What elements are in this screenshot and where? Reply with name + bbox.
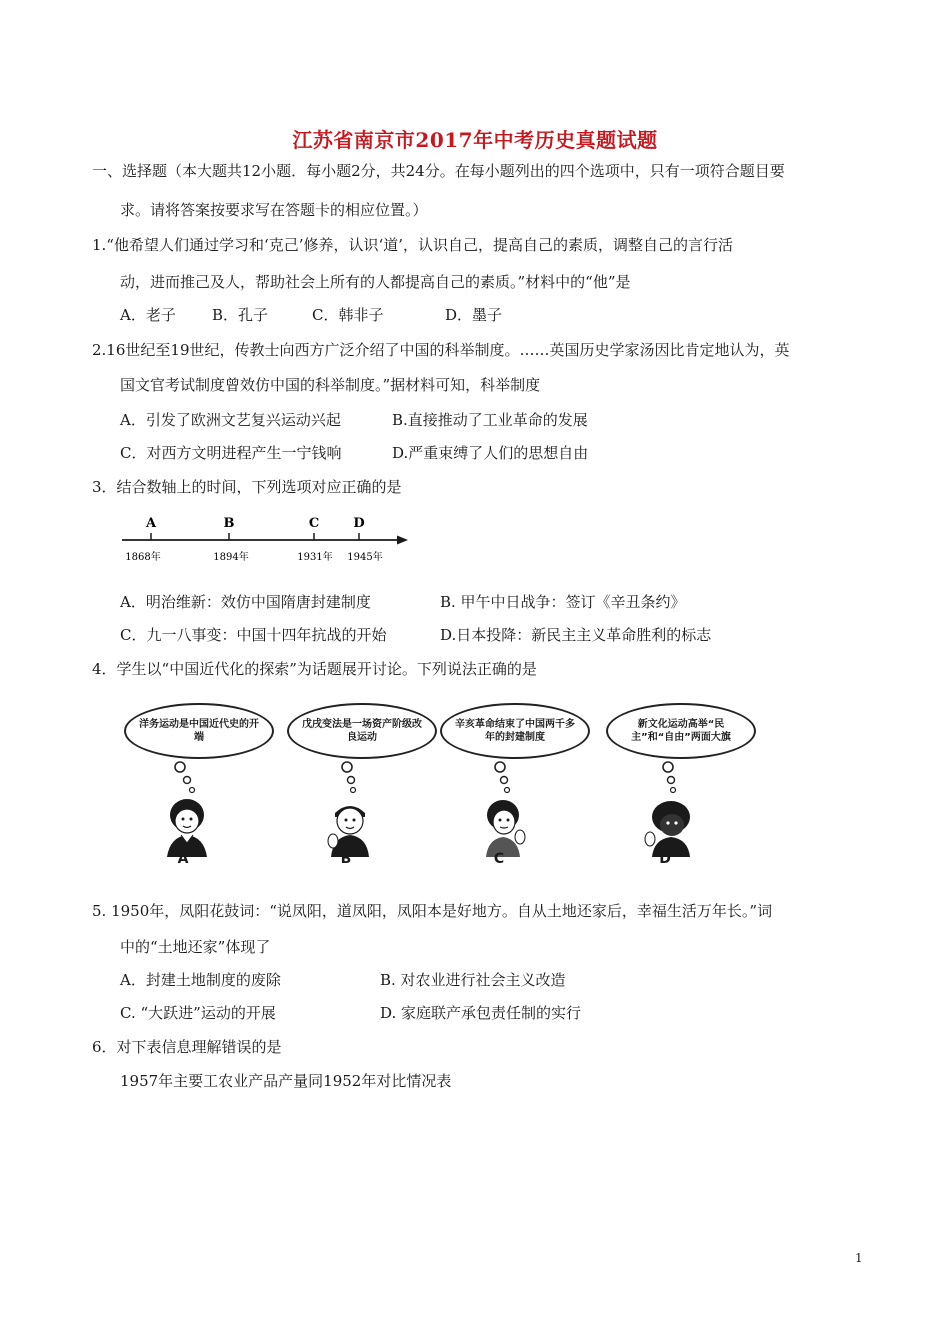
cartoon-d[interactable] <box>594 693 794 873</box>
bubble-tail-a <box>170 761 210 801</box>
page-title: 江苏省南京市2017年中考历史真题试题 <box>292 128 658 152</box>
question-2-option-c[interactable]: C．对西方文明进程产生一宁钱响 <box>120 444 342 462</box>
question-2-option-b[interactable]: B.直接推动了工业革命的发展 <box>392 411 588 429</box>
question-5-option-c[interactable]: C. “大跃进”运动的开展 <box>120 1004 276 1022</box>
page-number: 1 <box>855 1251 863 1265</box>
question-1-stem-line1: 1.“他希望人们通过学习和‘克己’修养，认识‘道’，认识自己，提高自己的素质，调整自己的言行活 <box>92 236 734 254</box>
question-3-stem: 3．结合数轴上的时间，下列选项对应正确的是 <box>92 478 402 496</box>
speech-bubble-c: 辛亥革命结束了中国两千多年的封建制度 <box>440 703 590 759</box>
timeline-letter-a: A <box>145 516 157 531</box>
question-2-stem-line1: 2.16世纪至19世纪，传教士向西方广泛介绍了中国的科举制度。……英国历史学家汤因比肯定地认为，英 <box>92 341 790 359</box>
cartoon-label-b: B <box>340 851 352 867</box>
section-instructions-line2: 求。请将答案按要求写在答题卡的相应位置。） <box>120 201 428 219</box>
question-5-option-d[interactable]: D. 家庭联产承包责任制的实行 <box>380 1004 582 1022</box>
table-caption: 1957年主要工农业产品产量同1952年对比情况表 <box>120 1072 452 1090</box>
question-4-stem: 4．学生以“中国近代化的探索”为话题展开讨论。下列说法正确的是 <box>92 660 537 678</box>
speech-bubble-b: 戊戌变法是一场资产阶级改良运动 <box>287 703 437 759</box>
question-3-option-a[interactable]: A．明治维新：效仿中国隋唐封建制度 <box>120 593 371 611</box>
student-figure-d-icon <box>634 797 704 857</box>
question-1-option-c[interactable]: C．韩非子 <box>312 306 384 324</box>
question-5-option-a[interactable]: A．封建土地制度的废除 <box>120 971 281 989</box>
question-5-stem-line2: 中的“土地还家”体现了 <box>120 938 271 956</box>
cartoon-label-a: A <box>177 851 189 867</box>
question-1-option-d[interactable]: D．墨子 <box>445 306 503 324</box>
question-5-stem-line1: 5. 1950年，凤阳花鼓词：“说凤阳，道凤阳，凤阳本是好地方。自从土地还家后，幸福生活万年长。”词 <box>92 902 773 920</box>
student-figure-b-icon <box>315 797 385 857</box>
timeline-letter-d: D <box>353 516 365 531</box>
timeline-letter-b: B <box>223 516 235 531</box>
student-figure-a-icon <box>152 797 222 857</box>
timeline-year-1945: 1945年 <box>347 552 383 563</box>
cartoon-label-c: C <box>493 851 505 867</box>
timeline-letter-c: C <box>308 516 320 531</box>
timeline-year-1931: 1931年 <box>297 552 333 563</box>
student-figure-c-icon <box>468 797 538 857</box>
question-6-stem: 6．对下表信息理解错误的是 <box>92 1038 282 1056</box>
question-3-option-c[interactable]: C．九一八事变：中国十四年抗战的开始 <box>120 626 387 644</box>
cartoon-label-d: D <box>659 851 671 867</box>
question-2-option-d[interactable]: D.严重束缚了人们的思想自由 <box>392 444 589 462</box>
question-3-option-d[interactable]: D.日本投降：新民主主义革命胜利的标志 <box>440 626 712 644</box>
question-5-option-b[interactable]: B. 对农业进行社会主义改造 <box>380 971 566 989</box>
timeline-year-1894: 1894年 <box>213 552 249 563</box>
bubble-tail-d <box>652 761 692 801</box>
question-1-stem-line2: 动，进而推己及人，帮助社会上所有的人都提高自己的素质。”材料中的“他”是 <box>120 273 631 291</box>
timeline-arrowhead <box>397 536 408 545</box>
speech-bubble-a: 洋务运动是中国近代史的开端 <box>124 703 274 759</box>
question-3-option-b[interactable]: B. 甲午中日战争：签订《辛丑条约》 <box>440 593 686 611</box>
question-2-stem-line2: 国文官考试制度曾效仿中国的科举制度。”据材料可知，科举制度 <box>120 376 541 394</box>
question-2-option-a[interactable]: A．引发了欧洲文艺复兴运动兴起 <box>120 411 341 429</box>
timeline-diagram <box>118 505 418 575</box>
speech-bubble-d: 新文化运动高举“民主”和“自由”两面大旗 <box>606 703 756 759</box>
bubble-tail-c <box>486 761 526 801</box>
timeline-year-1868: 1868年 <box>125 552 161 563</box>
section-instructions-line1: 一、选择题（本大题共12小题．每小题2分，共24分。在每小题列出的四个选项中，只有一项符合题目要 <box>92 162 785 180</box>
timeline-svg <box>118 505 418 575</box>
bubble-tail-b <box>333 761 373 801</box>
question-1-option-a[interactable]: A．老子 <box>120 306 176 324</box>
question-1-option-b[interactable]: B．孔子 <box>212 306 269 324</box>
